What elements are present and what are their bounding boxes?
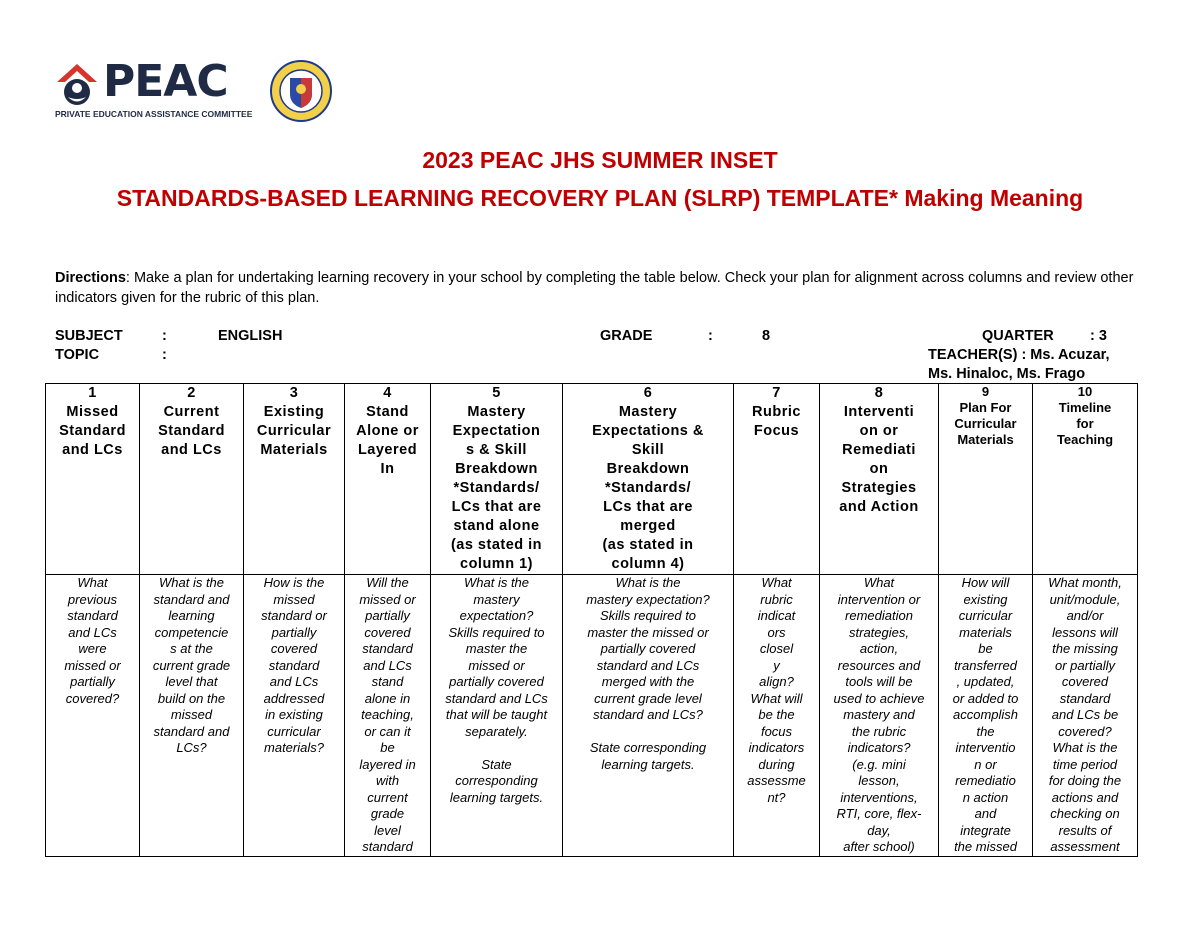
header-cell: 3 Existing Curricular Materials <box>244 384 345 575</box>
subject-value: ENGLISH <box>218 328 283 344</box>
header-cell: 7 Rubric Focus <box>734 384 820 575</box>
directions-text: : Make a plan for undertaking learning recovery in your school by completing the table below. Check your plan for alignment across columns and review other indicators given for the rubric of this plan. <box>55 270 1134 306</box>
peac-house-icon <box>55 62 99 108</box>
prompt-cell[interactable]: What previous standard and LCs were missed or partially covered? <box>46 575 140 857</box>
prompt-cell[interactable]: What is the mastery expectation? Skills required to master the missed or partially covered standard and LCs that will be taught separately. State corresponding learning targets. <box>431 575 563 857</box>
deped-seal <box>262 60 340 127</box>
table-row <box>46 575 1138 857</box>
directions-label: Directions <box>55 270 126 286</box>
peac-logo <box>55 58 255 123</box>
subject-colon: : <box>162 328 167 344</box>
grade-value: 8 <box>762 328 771 344</box>
header-cell: 6 Mastery Expectations & Skill Breakdown *Standards/ LCs that are merged (as stated in column 4) <box>563 384 734 575</box>
quarter-label: QUARTER <box>982 328 1054 344</box>
topic-colon: : <box>162 347 167 363</box>
prompt-cell[interactable]: What intervention or remediation strategies, action, resources and tools will be used to achieve mastery and the rubric indicators? (e.g. mini lesson, interventions, RTI, core, flex- day, after school) <box>820 575 939 857</box>
deped-seal-icon <box>262 60 340 122</box>
title-line-2: STANDARDS-BASED LEARNING RECOVERY PLAN (SLRP) TEMPLATE* Making Meaning <box>116 185 1084 211</box>
prompt-cell[interactable]: What is the mastery expectation? Skills required to master the missed or partially covered standard and LCs merged with the current grade level standard and LCs? State corresponding learning targets. <box>563 575 734 857</box>
prompt-cell[interactable]: Will the missed or partially covered standard and LCs stand alone in teaching, or can it be layered in with current grade level standard <box>345 575 431 857</box>
header-cell: 1 Missed Standard and LCs <box>46 384 140 575</box>
header-cell: 10 Timeline for Teaching <box>1033 384 1138 575</box>
directions <box>55 268 1135 308</box>
header-cell: 4 Stand Alone or Layered In <box>345 384 431 575</box>
peac-subtitle: PRIVATE EDUCATION ASSISTANCE COMMITTEE <box>55 109 253 119</box>
prompt-cell[interactable]: How will existing curricular materials be transferred , updated, or added to accomplish the interventio n or remediatio n action and integrate the missed <box>939 575 1033 857</box>
header-cell: 9 Plan For Curricular Materials <box>939 384 1033 575</box>
table-header-row <box>46 384 1138 575</box>
header-cell: 8 Interventi on or Remediati on Strategies and Action <box>820 384 939 575</box>
prompt-cell[interactable]: What rubric indicat ors closel y align? What will be the focus indicators during assessme nt? <box>734 575 820 857</box>
peac-wordmark: PEAC <box>103 56 228 107</box>
header-cell: 5 Mastery Expectation s & Skill Breakdown *Standards/ LCs that are stand alone (as stated in column 1) <box>431 384 563 575</box>
title-line-1: 2023 PEAC JHS SUMMER INSET <box>422 147 778 173</box>
teacher-line-1: TEACHER(S) : Ms. Acuzar, <box>928 347 1110 363</box>
quarter-value: : 3 <box>1090 328 1107 344</box>
prompt-cell[interactable]: What is the standard and learning competencie s at the current grade level that build on the missed standard and LCs? <box>140 575 244 857</box>
grade-colon: : <box>708 328 713 344</box>
prompt-cell[interactable]: How is the missed standard or partially covered standard and LCs addressed in existing curricular materials? <box>244 575 345 857</box>
topic-label: TOPIC <box>55 347 100 363</box>
prompt-cell[interactable]: What month, unit/module, and/or lessons will the missing or partially covered standard and LCs be covered? What is the time period for doing the actions and checking on results of assessment <box>1033 575 1138 857</box>
subject-label: SUBJECT <box>55 328 123 344</box>
grade-label: GRADE <box>600 328 653 344</box>
teacher-line-2: Ms. Hinaloc, Ms. Frago <box>928 366 1086 382</box>
slrp-table <box>45 383 1138 857</box>
header-cell: 2 Current Standard and LCs <box>140 384 244 575</box>
